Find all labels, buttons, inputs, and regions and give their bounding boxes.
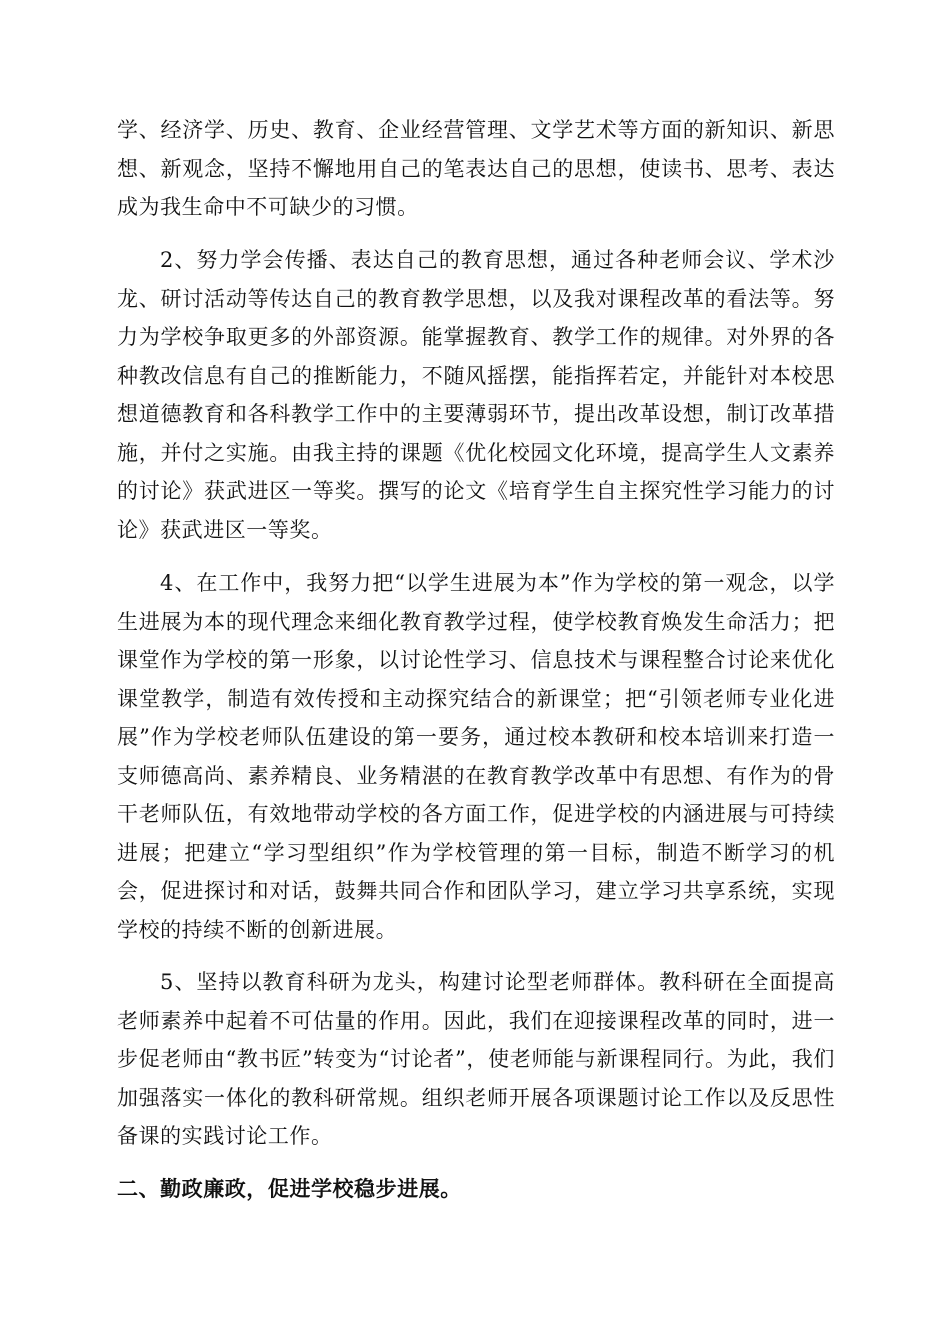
paragraph-item-5: 5、坚持以教育科研为龙头，构建讨论型老师群体。教科研在全面提高老师素养中起着不可估量的作用。因此，我们在迎接课程改革的同时，进一步促老师由“教书匠”转变为“讨论者”，使老师能与新课程同行。为此，我们加强落实一体化的教科研常规。组织老师开展各项课题讨论工作以及反思性备课的实践讨论工作。 bbox=[117, 970, 835, 1148]
paragraph-continuation: 学、经济学、历史、教育、企业经营管理、文学艺术等方面的新知识、新思想、新观念，坚持不懈地用自己的笔表达自己的思想，使读书、思考、表达成为我生命中不可缺少的习惯。 bbox=[117, 118, 835, 219]
paragraph-item-4: 4、在工作中，我努力把“以学生进展为本”作为学校的第一观念，以学生进展为本的现代理念来细化教育教学过程，使学校教育焕发生命活力；把课堂作为学校的第一形象，以讨论性学习、信息技术与课程整合讨论来优化课堂教学，制造有效传授和主动探究结合的新课堂；把“引领老师专业化进展”作为学校老师队伍建设的第一要务，通过校本教研和校本培训来打造一支师德高尚、素养精良、业务精湛的在教育教学改革中有思想、有作为的骨干老师队伍，有效地带动学校的各方面工作，促进学校的内涵进展与可持续进展；把建立“学习型组织”作为学校管理的第一目标，制造不断学习的机会，促进探讨和对话，鼓舞共同合作和团队学习，建立学习共享系统，实现学校的持续不断的创新进展。 bbox=[117, 571, 835, 942]
paragraph-item-2: 2、努力学会传播、表达自己的教育思想，通过各种老师会议、学术沙龙、研讨活动等传达自己的教育教学思想，以及我对课程改革的看法等。努力为学校争取更多的外部资源。能掌握教育、教学工作的规律。对外界的各种教改信息有自己的推断能力，不随风摇摆，能指挥若定，并能针对本校思想道德教育和各科教学工作中的主要薄弱环节，提出改革设想，制订改革措施，并付之实施。由我主持的课题《优化校园文化环境，提高学生人文素养的讨论》获武进区一等奖。撰写的论文《培育学生自主探究性学习能力的讨论》获武进区一等奖。 bbox=[117, 248, 835, 542]
section-heading: 二、勤政廉政，促进学校稳步进展。 bbox=[117, 1176, 462, 1201]
